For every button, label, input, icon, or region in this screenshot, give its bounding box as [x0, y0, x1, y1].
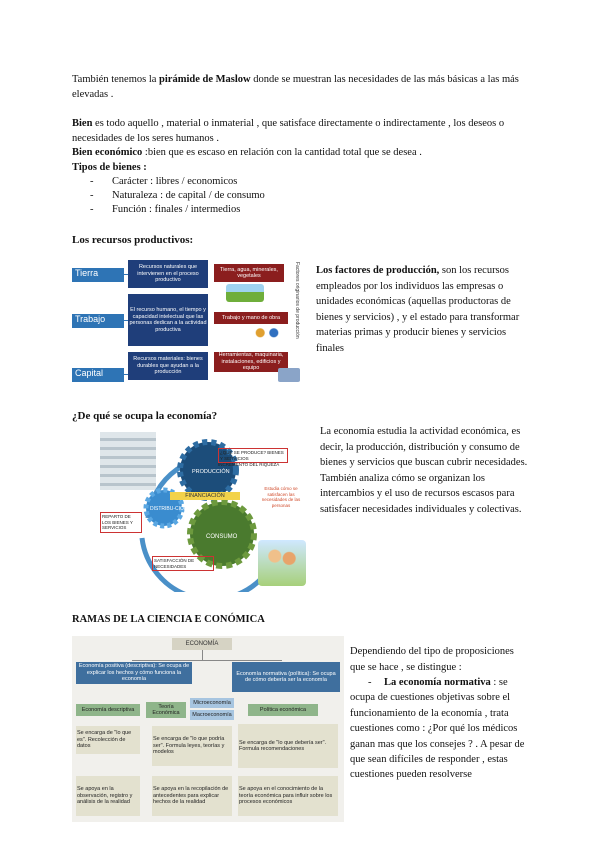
result-capital: Herramientas, maquinaria, instalaciones, edificios y equipo: [214, 352, 288, 372]
economia-paragraph: La economía estudia la actividad económica, es decir, la producción, distribución y consumo de bienes y servicios que buscan cubrir necesidades. También analiza cómo se organizan los intercambios y el uso de recursos escasos para satisfacer necesidades individuales y colectivas.: [320, 426, 528, 515]
factores-term: Los factores de producción,: [316, 265, 440, 276]
col-politica: Política económica: [248, 704, 318, 716]
tipos-title: Tipos de bienes :: [72, 162, 147, 173]
normativa-term: La economía normativa: [384, 677, 491, 688]
row2-politica: Se apoya en el conocimiento de la teoría económica para influir sobre los procesos económicos: [238, 776, 338, 816]
normativa-head: Economía normativa (política): Se ocupa de cómo debería ser la economía: [232, 662, 340, 692]
gear-produccion: PRODUCCIÓN: [192, 469, 230, 475]
col-micro: Microeconomía: [190, 698, 234, 708]
recursos-paragraph: Los factores de producción, son los recursos empleados por los individuos las empresas o unidades económicas (aquellas productoras de bienes y servicios) , y el estado para transformar materias primas y producir bienes y servicios finales: [316, 265, 520, 354]
factores-side-label: Factores originarios de producción: [294, 262, 300, 339]
factory-icon: [278, 368, 300, 382]
note-incremento: INCREMENTO DEL RIQUEZA: [218, 462, 280, 467]
people-image: [258, 540, 306, 586]
row2-teoria: Se apoya en la recopilación de antecedentes para explicar hechos de la realidad: [152, 776, 232, 816]
tipos-list: [90, 175, 265, 217]
recursos-title: Los recursos productivos:: [72, 234, 194, 246]
positiva-head: Economía positiva (descriptiva): Se ocupa de explicar los hechos y cómo funciona la economía: [76, 662, 192, 684]
list-item: - Función : finales / intermedios: [90, 203, 265, 217]
row1-politica: Se encarga de "lo que debería ser". Formula recomendaciones: [238, 724, 338, 768]
desc-tierra: Recursos naturales que intervienen en el proceso productivo: [128, 260, 208, 288]
list-item: - Naturaleza : de capital / de consumo: [90, 189, 265, 203]
gear-distribucion: DISTRIBU-CIÓN: [150, 506, 188, 512]
bien-economico-paragraph: Bien económico :bien que es escaso en relación con la cantidad total que se desea .: [72, 147, 422, 158]
economia-top-box: ECONOMÍA: [172, 638, 232, 650]
note-que-se-produce: ¿QUÉ SE PRODUCE? BIENES Y SERVICIOS: [218, 448, 288, 463]
ramas-title: RAMAS DE LA CIENCIA E CONÓMICA: [72, 614, 265, 625]
maslow-term: pirámide de Maslow: [159, 74, 251, 85]
row-label-tierra: Tierra: [72, 268, 124, 282]
ramas-bullet: - La economía normativa : se ocupa de cuestiones objetivas sobre el funcionamiento de la economía , trata cuestiones como : ¿Por qué los médicos ganan mas que los consejes ? . A pesar de que sean difíciles de responder , estas cuestiones pueden resolverse: [350, 677, 525, 781]
bien-economico-term: Bien económico: [72, 147, 143, 158]
row2-descriptiva: Se apoya en la observación, registro y análisis de la realidad: [76, 776, 140, 816]
desc-capital: Recursos materiales: bienes durables que ayudan a la producción: [128, 352, 208, 380]
economia-title: ¿De qué se ocupa la economía?: [72, 410, 218, 422]
row-label-capital: Capital: [72, 368, 124, 382]
col-macro: Macroeconomía: [190, 710, 234, 720]
col-descriptiva: Economía descriptiva: [76, 704, 140, 716]
bien-paragraph: Bien es todo aquello , material o inmaterial , que satisface directamente o indirectamente , los deseos o necesidades de los seres humanos .: [72, 118, 505, 144]
side-note: Estudia cómo se satisfacen las necesidades de las personas: [261, 486, 301, 508]
ramas-diagram: [72, 636, 344, 822]
economia-diagram: [72, 428, 312, 592]
intro-paragraph: También tenemos la pirámide de Maslow donde se muestran las necesidades de las más básicas a las más elevadas .: [72, 74, 519, 100]
note-satisfaccion: SATISFACCIÓN DE NECESIDADES: [152, 556, 214, 571]
desc-trabajo: El recurso humano, el tiempo y capacidad intelectual que las personas dedican a la actividad productiva: [128, 294, 208, 346]
result-tierra: Tierra, agua, minerales, vegetales: [214, 264, 284, 282]
note-reparto: REPARTO DE LOS BIENES Y SERVICIOS: [100, 512, 142, 533]
row1-teoria: Se encarga de "lo que podría ser". Formula leyes, teorías y modelos: [152, 726, 232, 766]
gear-consumo: CONSUMO: [206, 534, 238, 540]
row-label-trabajo: Trabajo: [72, 314, 124, 328]
bien-term: Bien: [72, 118, 93, 129]
list-item: - Carácter : libres / economicos: [90, 175, 265, 189]
financiacion-banner: FINANCIACIÓN: [170, 492, 240, 500]
row1-descriptiva: Se encarga de "lo que es". Recolección de datos: [76, 726, 140, 754]
col-teoria: Teoría Económica: [146, 702, 186, 718]
recursos-diagram: [72, 258, 308, 386]
workers-icon: [250, 324, 284, 346]
landscape-icon: [226, 284, 264, 302]
result-trabajo: Trabajo y mano de obra: [214, 312, 288, 324]
ramas-intro: Dependiendo del tipo de proposiciones que se hace , se distingue :: [350, 646, 514, 673]
